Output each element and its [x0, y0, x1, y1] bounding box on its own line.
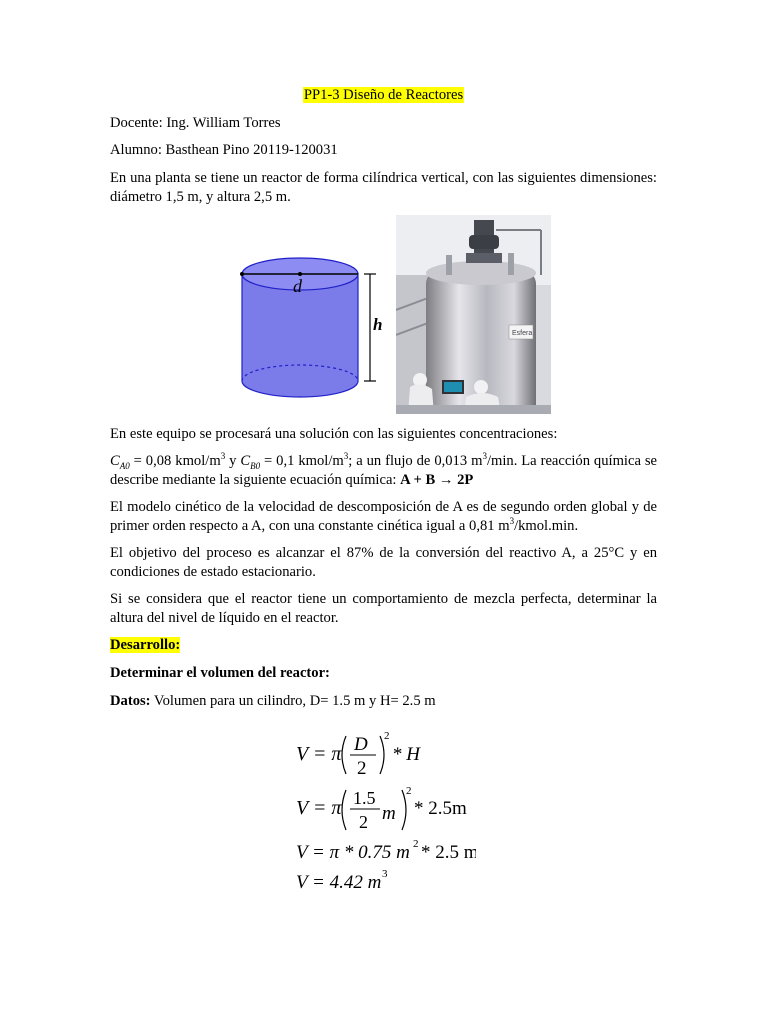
svg-text:V = π * 0.75 m: V = π * 0.75 m — [296, 842, 410, 863]
reaction-equation: A + B → 2P — [400, 472, 474, 488]
equation-2 — [296, 786, 476, 840]
svg-text:2: 2 — [413, 838, 419, 850]
equation-4 — [296, 868, 416, 900]
height-label: h — [373, 315, 383, 334]
svg-text:* H: * H — [392, 744, 420, 765]
objective-paragraph: El objetivo del proceso es alcanzar el 87% de la conversión del reactivo A, a 25°C y en condiciones de estado estacionario. — [110, 545, 657, 580]
svg-text:2: 2 — [384, 731, 390, 742]
svg-text:2: 2 — [357, 758, 367, 779]
svg-text:2: 2 — [359, 812, 368, 832]
svg-text:m: m — [382, 803, 396, 824]
document-title: PP1-3 Diseño de Reactores — [303, 87, 464, 103]
step-title: Determinar el volumen del reactor: — [110, 665, 330, 681]
kinetic-paragraph: El modelo cinético de la velocidad de descomposición de A es de segundo orden global y de primer orden respecto a A, con una constante cinética igual a 0,81 $m^3/kmol.\min$. — [110, 499, 657, 534]
concentrations-paragraph: $C_{A0} = 0,08$ kmol/$m^3$ y $C_{B0} = 0,1$ kmol/$m^3$; a un flujo de 0,013 $m^3/\min$. La reacción química se describe mediante la siguiente ecuación química: A + B → 2P — [110, 451, 658, 488]
cylinder-diagram — [220, 245, 390, 415]
photo-brand: Esfera — [512, 330, 533, 337]
diameter-label: d — [293, 276, 302, 296]
reactor-photo — [396, 215, 551, 414]
equation-3 — [296, 838, 476, 870]
docente-line: Docente: Ing. William Torres — [110, 115, 281, 131]
intro-paragraph: En una planta se tiene un reactor de forma cilíndrica vertical, con las siguientes dimensiones: diámetro 1,5 m, y altura 2,5 m. — [110, 170, 657, 205]
alumno-line: Alumno: Basthean Pino 20119-120031 — [110, 142, 338, 158]
svg-text:3: 3 — [382, 868, 388, 880]
question-paragraph: Si se considera que el reactor tiene un comportamiento de mezcla perfecta, determinar la altura del nivel de líquido en el reactor. — [110, 591, 657, 626]
svg-text:V = π: V = π — [296, 743, 342, 765]
datos-line: Datos: Volumen para un cilindro, D= 1.5 m y H= 2.5 m — [110, 693, 436, 709]
svg-text:* 2.5m: * 2.5m — [414, 798, 467, 819]
svg-text:2: 2 — [406, 786, 412, 797]
svg-text:* 2.5 m: * 2.5 m — [421, 842, 476, 863]
equation-1 — [296, 731, 446, 785]
concentrations-intro: En este equipo se procesará una solución con las siguientes concentraciones: — [110, 426, 558, 442]
svg-text:V = π: V = π — [296, 797, 342, 819]
desarrollo-heading: Desarrollo: — [110, 637, 181, 653]
svg-text:D: D — [354, 734, 368, 755]
svg-text:1.5: 1.5 — [353, 788, 376, 808]
svg-text:V = 4.42 m: V = 4.42 m — [296, 872, 382, 893]
